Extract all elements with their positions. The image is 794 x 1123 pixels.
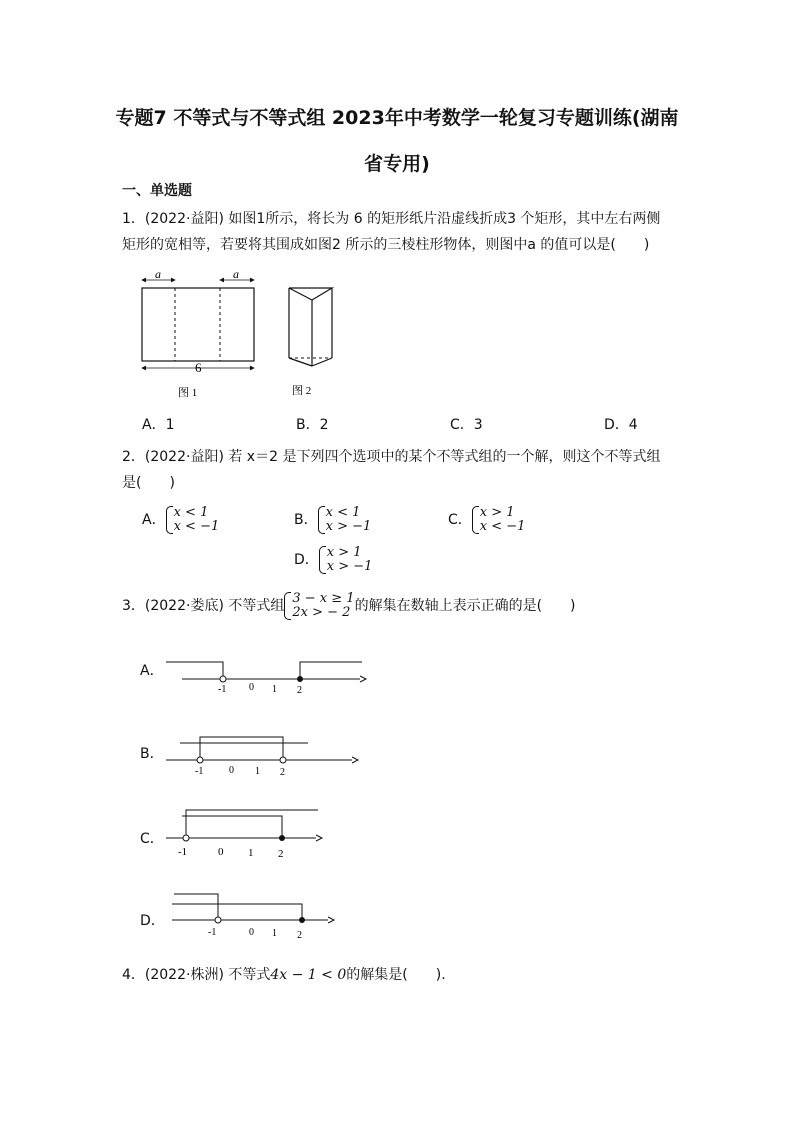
tick-d-neg1: -1 [208,927,217,938]
solution-left-d [174,894,218,920]
q3-ineq-1: 3 − x ≥ 1 [292,591,355,606]
closed-point-c [279,835,285,841]
open-point-b-left [197,757,203,763]
fig1-label-6: 6 [195,360,202,375]
tick-c-0: 0 [218,846,224,858]
paper-rectangle [142,288,254,361]
q2-option-d-label: D． [294,552,319,568]
q2-b-ineq-2: x > −1 [325,519,372,534]
q3-option-d[interactable]: D． [140,913,165,929]
q3-text-pre: 3．(2022·娄底) 不等式组 [122,598,285,614]
open-point-b-right [280,757,286,763]
tick-d-1: 1 [272,928,277,939]
solution-bracket-b [200,737,283,760]
q1-text-line-2: 矩形的宽相等，若要将其围成如图2 所示的三棱柱形物体，则图中a 的值可以是( ) [122,237,650,253]
q4-math: 4x − 1 < 0 [270,967,347,983]
question-2 [122,444,682,496]
q2-option-b-system [318,506,372,534]
tick-c-neg1: -1 [178,846,188,858]
q1-option-a[interactable]: A．1 [142,417,175,433]
prism-bottom-left [289,358,312,366]
q4-text-pre: 4．(2022·株洲) 不等式 [122,967,271,983]
fig1-label-a-left: a [155,267,161,281]
open-point-a [220,676,226,682]
title-line-1: 专题7 不等式与不等式组 2023年中考数学一轮复习专题训练(湖南 [115,107,679,129]
q1-figure-2 [282,280,342,402]
q2-text-line-2: 是( ) [122,475,175,491]
question-3 [122,592,722,620]
q2-option-d-system [319,546,373,574]
tick-c-1: 1 [248,847,254,859]
q3-number-line-a [160,656,370,700]
q1-option-b[interactable]: B．2 [296,417,329,433]
q2-d-ineq-2: x > −1 [326,559,373,574]
fig1-caption: 图 1 [178,387,198,399]
fig1-label-a-right: a [233,267,239,281]
q1-figure-1 [138,266,263,402]
q2-option-a[interactable] [142,506,219,534]
q2-d-ineq-1: x > 1 [326,545,362,560]
q2-option-a-label: A． [142,512,166,528]
q2-text-line-1: 2．(2022·益阳) 若 x＝2 是下列四个选项中的某个不等式组的一个解，则这个不等式组 [122,449,661,465]
q3-number-line-b [160,733,370,781]
q3-text-post: 的解集在数轴上表示正确的是( ) [354,598,576,614]
prism-top-face [289,288,332,300]
tick-a-2: 2 [297,685,302,696]
prism-bottom-right [312,358,332,366]
q2-a-ineq-2: x < −1 [173,519,220,534]
q1-option-c[interactable]: C．3 [450,417,483,433]
axis-arrow-c [316,835,322,841]
tick-a-1: 1 [272,684,277,695]
tick-a-0: 0 [249,682,254,693]
q3-option-b[interactable]: B． [140,746,164,762]
open-point-d [215,917,221,923]
q2-option-c-system [472,506,526,534]
tick-d-0: 0 [249,927,254,938]
q3-option-c[interactable]: C． [140,831,164,847]
q2-c-ineq-2: x < −1 [479,519,526,534]
solution-left-a [166,662,223,679]
q1-option-d[interactable]: D．4 [604,417,638,433]
axis-arrow-d [328,917,334,923]
tick-d-2: 2 [297,930,302,941]
closed-point-d [299,917,305,923]
q2-b-ineq-1: x < 1 [325,505,361,520]
q3-ineq-2: 2x > − 2 [292,605,351,620]
closed-point-a [297,676,303,682]
axis-arrow-b [352,757,358,763]
solution-second-d [172,904,302,920]
q4-text-post: 的解集是( ). [346,967,446,983]
tick-a-neg1: -1 [218,684,227,695]
tick-b-2: 2 [280,767,285,778]
tick-c-2: 2 [278,848,284,860]
page-title [60,95,734,187]
q3-number-line-d [166,886,366,942]
tick-b-0: 0 [229,765,234,776]
solution-right-c [186,810,318,838]
q1-text-line-1: 1．(2022·益阳) 如图1所示，将长为 6 的矩形纸片沿虚线折成3 个矩形，其中左右两侧 [122,211,661,227]
q2-option-b[interactable] [294,506,371,534]
q2-option-c[interactable] [448,506,525,534]
fig2-caption: 图 2 [292,385,312,397]
open-point-c [183,835,189,841]
q2-c-ineq-1: x > 1 [479,505,515,520]
solution-right-a [300,662,362,679]
axis-arrow-a [360,676,366,682]
q3-system [284,592,354,620]
q2-option-a-system [166,506,220,534]
title-line-2: 省专用) [364,153,430,175]
question-1 [122,206,682,258]
q2-option-b-label: B． [294,512,318,528]
q2-option-c-label: C． [448,512,472,528]
q3-number-line-c [160,806,370,862]
question-4 [122,962,682,988]
tick-b-neg1: -1 [195,766,204,777]
q3-option-a[interactable]: A． [140,663,164,679]
tick-b-1: 1 [255,766,260,777]
solution-left-c [182,816,282,838]
q2-option-d[interactable] [294,546,372,574]
section-heading: 一、单选题 [122,183,192,199]
q2-a-ineq-1: x < 1 [173,505,209,520]
